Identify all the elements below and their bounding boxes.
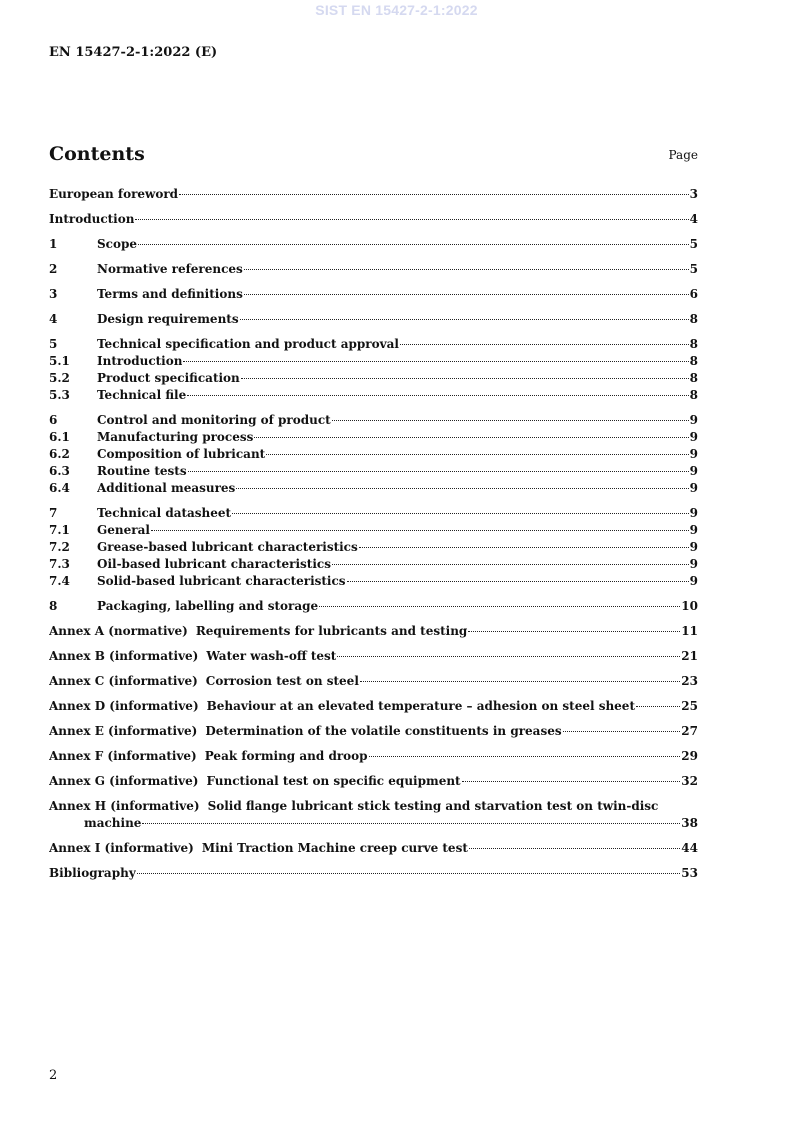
toc-title: Terms and definitions — [97, 287, 243, 301]
toc-clause-number: 6.1 — [49, 430, 70, 444]
annex-title: Functional test on specific equipment — [206, 774, 461, 788]
toc-clause-number: 7.4 — [49, 574, 70, 588]
annex-title: Corrosion test on steel — [205, 674, 359, 688]
annex-label: Annex C (informative) — [49, 674, 198, 688]
toc-page-number: 32 — [681, 774, 698, 788]
toc-entry[interactable] — [49, 186, 698, 203]
toc-clause-number: 5 — [49, 337, 58, 351]
toc-entry-bibliography[interactable] — [49, 865, 698, 882]
toc-entry-annex-h[interactable] — [49, 798, 698, 832]
toc-page-number: 8 — [689, 388, 698, 402]
annex-title: Behaviour at an elevated temperature – adhesion on steel sheet — [206, 699, 635, 713]
toc-entry-annex[interactable] — [49, 723, 698, 740]
toc-title: Bibliography — [49, 866, 136, 880]
annex-title-continued: machine — [84, 816, 142, 830]
toc-annexes — [49, 623, 698, 790]
annex-heading — [49, 673, 359, 690]
toc-title: Grease-based lubricant characteristics — [97, 540, 358, 554]
toc-clause-number: 6.4 — [49, 481, 70, 495]
toc-page-number: 29 — [681, 749, 698, 763]
annex-title: Water wash-off test — [206, 649, 337, 663]
annex-heading — [49, 723, 562, 740]
toc-clause-number: 5.1 — [49, 354, 70, 368]
dot-leader — [244, 293, 689, 295]
toc-page-number: 5 — [689, 262, 698, 276]
toc-page-number: 4 — [689, 212, 698, 226]
toc-page-number: 8 — [689, 354, 698, 368]
dot-leader — [183, 360, 688, 362]
toc-clause-number: 7 — [49, 506, 58, 520]
toc-title: Control and monitoring of product — [97, 413, 331, 427]
document-id-header: EN 15427-2-1:2022 (E) — [49, 45, 218, 60]
toc-entry-annex[interactable] — [49, 648, 698, 665]
toc-clause-number: 4 — [49, 312, 58, 326]
toc-entry-annex[interactable] — [49, 748, 698, 765]
toc-title: Design requirements — [97, 312, 239, 326]
toc-entry-annex-i[interactable] — [49, 840, 698, 857]
toc-clause-number: 5.2 — [49, 371, 70, 385]
toc-title: Technical specification and product approval — [97, 337, 399, 351]
toc-entry[interactable] — [49, 573, 698, 590]
toc-entry[interactable] — [49, 236, 698, 253]
annex-title: Mini Traction Machine creep curve test — [201, 841, 468, 855]
toc-title: Introduction — [97, 354, 183, 368]
toc-page-number: 3 — [689, 187, 698, 201]
toc-page-number: 8 — [689, 371, 698, 385]
toc-clause-number: 6.3 — [49, 464, 70, 478]
dot-leader — [347, 580, 689, 582]
toc-entry-annex[interactable] — [49, 673, 698, 690]
toc-entry[interactable] — [49, 463, 698, 480]
annex-label: Annex E (informative) — [49, 724, 198, 738]
annex-heading — [49, 623, 467, 640]
toc-page-number: 5 — [689, 237, 698, 251]
annex-label: Annex D (informative) — [49, 699, 199, 713]
annex-title: Determination of the volatile constituents in greases — [205, 724, 562, 738]
dot-leader — [138, 243, 689, 245]
annex-label: Annex I (informative) — [49, 841, 194, 855]
dot-leader — [232, 512, 689, 514]
annex-title: Solid flange lubricant stick testing and starvation test on twin-disc — [207, 799, 659, 813]
toc-sections — [49, 186, 698, 615]
toc-title: Manufacturing process — [97, 430, 254, 444]
dot-leader — [135, 218, 688, 220]
toc-entry[interactable] — [49, 556, 698, 573]
toc-page-number: 8 — [689, 312, 698, 326]
toc-page-number: 9 — [689, 540, 698, 554]
toc-page-number: 9 — [689, 574, 698, 588]
toc-entry[interactable] — [49, 336, 698, 353]
toc-entry[interactable] — [49, 353, 698, 370]
dot-leader — [636, 705, 680, 707]
toc-entry[interactable] — [49, 387, 698, 404]
dot-leader — [332, 563, 689, 565]
dot-leader — [187, 394, 688, 396]
page-column-label: Page — [668, 148, 698, 162]
annex-heading — [49, 648, 336, 665]
annex-label: Annex F (informative) — [49, 749, 197, 763]
toc-entry[interactable] — [49, 311, 698, 328]
toc-page-number: 38 — [681, 816, 698, 830]
toc-title: Additional measures — [97, 481, 236, 495]
toc-entry[interactable] — [49, 211, 698, 228]
dot-leader — [468, 630, 680, 632]
toc-page-number: 21 — [681, 649, 698, 663]
dot-leader — [188, 470, 689, 472]
toc-title: Technical datasheet — [97, 506, 232, 520]
toc-title: Composition of lubricant — [97, 447, 266, 461]
annex-heading — [49, 840, 468, 857]
annex-label: Annex H (informative) — [49, 799, 200, 813]
toc-clause-number: 7.2 — [49, 540, 70, 554]
dot-leader — [360, 680, 680, 682]
toc-entry[interactable] — [49, 505, 698, 522]
toc-page-number: 9 — [689, 557, 698, 571]
annex-title: Peak forming and droop — [204, 749, 368, 763]
toc-title: Product specification — [97, 371, 240, 385]
toc-page-number: 9 — [689, 464, 698, 478]
dot-leader — [236, 487, 688, 489]
toc-clause-number: 6 — [49, 413, 58, 427]
dot-leader — [241, 377, 689, 379]
toc-title: Scope — [97, 237, 138, 251]
toc-clause-number: 8 — [49, 599, 58, 613]
toc-title: Solid-based lubricant characteristics — [97, 574, 346, 588]
dot-leader — [469, 847, 680, 849]
toc-title: Packaging, labelling and storage — [97, 599, 319, 613]
annex-heading — [49, 748, 368, 765]
toc-entry[interactable] — [49, 539, 698, 556]
toc-title: European foreword — [49, 187, 179, 201]
dot-leader — [462, 780, 681, 782]
toc-entry[interactable] — [49, 286, 698, 303]
toc-title: Normative references — [97, 262, 243, 276]
toc-title: Oil-based lubricant characteristics — [97, 557, 331, 571]
toc-entry-annex[interactable] — [49, 623, 698, 640]
toc-entry[interactable] — [49, 429, 698, 446]
toc-entry[interactable] — [49, 261, 698, 278]
toc-page-number: 9 — [689, 523, 698, 537]
toc-page-number: 11 — [681, 624, 698, 638]
toc-title: Introduction — [49, 212, 135, 226]
dot-leader — [400, 343, 689, 345]
table-of-contents — [49, 186, 698, 882]
toc-page-number: 9 — [689, 506, 698, 520]
toc-page-number: 44 — [681, 841, 698, 855]
dot-leader — [179, 193, 689, 195]
dot-leader — [359, 546, 689, 548]
annex-heading — [49, 698, 635, 715]
toc-entry[interactable] — [49, 446, 698, 463]
toc-page-number: 9 — [689, 413, 698, 427]
toc-entry[interactable] — [49, 480, 698, 497]
dot-leader — [240, 318, 689, 320]
toc-page-number: 25 — [681, 699, 698, 713]
toc-clause-number: 1 — [49, 237, 58, 251]
toc-entry-annex[interactable] — [49, 773, 698, 790]
toc-title: General — [97, 523, 150, 537]
toc-clause-number: 3 — [49, 287, 58, 301]
annex-label: Annex A (normative) — [49, 624, 188, 638]
toc-title: Routine tests — [97, 464, 187, 478]
toc-page-number: 53 — [681, 866, 698, 880]
toc-page-number: 27 — [681, 724, 698, 738]
toc-clause-number: 7.1 — [49, 523, 70, 537]
toc-page-number: 10 — [681, 599, 698, 613]
annex-label: Annex B (informative) — [49, 649, 199, 663]
dot-leader — [319, 605, 680, 607]
toc-page-number: 9 — [689, 430, 698, 444]
dot-leader — [151, 529, 689, 531]
toc-page-number: 6 — [689, 287, 698, 301]
toc-page-number: 8 — [689, 337, 698, 351]
toc-entry[interactable] — [49, 370, 698, 387]
toc-page-number: 9 — [689, 481, 698, 495]
dot-leader — [369, 755, 681, 757]
annex-label: Annex G (informative) — [49, 774, 199, 788]
toc-entry[interactable] — [49, 412, 698, 429]
footer-page-number: 2 — [49, 1068, 58, 1083]
dot-leader — [137, 872, 681, 874]
toc-page-number: 9 — [689, 447, 698, 461]
toc-clause-number: 6.2 — [49, 447, 70, 461]
dot-leader — [266, 453, 688, 455]
toc-clause-number: 2 — [49, 262, 58, 276]
toc-clause-number: 7.3 — [49, 557, 70, 571]
watermark: SIST EN 15427-2-1:2022 — [315, 2, 478, 18]
toc-entry[interactable] — [49, 598, 698, 615]
annex-heading — [49, 773, 461, 790]
toc-title: Technical file — [97, 388, 187, 402]
toc-clause-number: 5.3 — [49, 388, 70, 402]
toc-page-number: 23 — [681, 674, 698, 688]
dot-leader — [244, 268, 689, 270]
annex-title: Requirements for lubricants and testing — [195, 624, 468, 638]
dot-leader — [332, 419, 689, 421]
dot-leader — [254, 436, 688, 438]
contents-heading: Contents — [49, 143, 145, 165]
dot-leader — [142, 822, 680, 824]
toc-entry[interactable] — [49, 522, 698, 539]
dot-leader — [337, 655, 680, 657]
dot-leader — [563, 730, 681, 732]
toc-entry-annex[interactable] — [49, 698, 698, 715]
